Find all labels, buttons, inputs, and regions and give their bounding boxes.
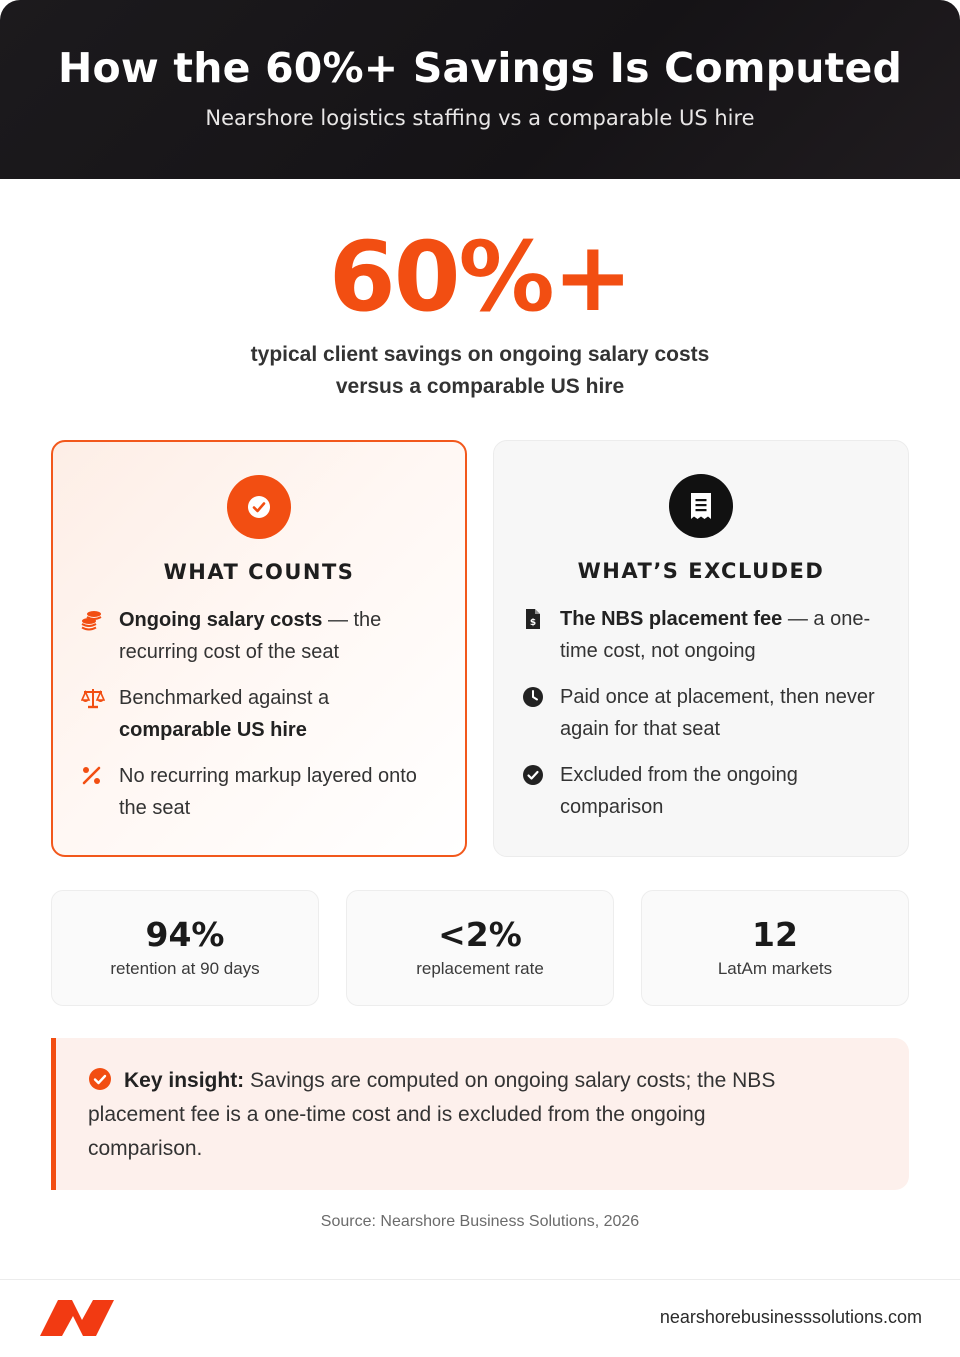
- stat-value: 12: [752, 915, 798, 954]
- stat-label: LatAm markets: [717, 959, 833, 978]
- hero-caption-line1: typical client savings on ongoing salary costs: [250, 343, 710, 366]
- insight-label: Key insight:: [124, 1069, 245, 1092]
- item-text: — the recurring cost of the seat: [119, 609, 382, 663]
- list-item: [81, 682, 441, 746]
- item-bold: Ongoing salary costs: [119, 609, 323, 631]
- hero-caption: [200, 339, 760, 403]
- percent-icon: [81, 765, 103, 787]
- header-banner: [0, 0, 960, 179]
- insight-body: Savings are computed on ongoing salary costs; the NBS placement fee is a one-time cost and is excluded from the ongoing comparison.: [88, 1069, 776, 1160]
- receipt-icon: [669, 474, 733, 538]
- item-text: Benchmarked against a: [119, 687, 330, 709]
- footer-divider: [0, 1279, 960, 1280]
- scale-icon: [81, 687, 103, 709]
- document-icon: [522, 608, 544, 630]
- stat-value: 94%: [145, 915, 225, 954]
- key-insight-callout: [51, 1038, 909, 1190]
- nbs-logo: [38, 1298, 116, 1338]
- what-counts-list: [81, 604, 441, 838]
- stat-value: <2%: [438, 915, 522, 954]
- stat-card-replacement: [346, 890, 614, 1006]
- item-text: Paid once at placement, then never again for that seat: [560, 686, 875, 740]
- hero-savings-value: 60%+: [328, 221, 632, 333]
- website-link[interactable]: nearshorebusinesssolutions.com: [659, 1307, 922, 1327]
- coins-icon: [81, 609, 103, 631]
- stat-label: retention at 90 days: [110, 959, 260, 978]
- whats-excluded-card: [493, 440, 909, 857]
- item-bold: comparable US hire: [119, 719, 307, 741]
- item-text: No recurring markup layered onto the seat: [119, 765, 417, 819]
- what-counts-card: [51, 440, 467, 857]
- stat-label: replacement rate: [416, 959, 544, 978]
- whats-excluded-list: [522, 603, 884, 837]
- list-item: [522, 681, 884, 745]
- list-item: [522, 759, 884, 823]
- item-bold: The NBS placement fee: [560, 608, 783, 630]
- clock-icon: [522, 686, 544, 708]
- stat-card-retention: [51, 890, 319, 1006]
- list-item: [81, 760, 441, 824]
- hero-caption-line2: versus a comparable US hire: [335, 375, 625, 398]
- list-item: [81, 604, 441, 668]
- what-counts-title: WHAT COUNTS: [163, 560, 355, 584]
- svg-text:$: $: [529, 618, 537, 628]
- check-circle-icon: [227, 475, 291, 539]
- stat-card-markets: [641, 890, 909, 1006]
- item-text: Excluded from the ongoing comparison: [560, 764, 798, 818]
- check-circle-icon: [88, 1067, 112, 1091]
- insight-text: [88, 1064, 819, 1166]
- list-item: [522, 603, 884, 667]
- check-circle-icon: [522, 764, 544, 786]
- item-text: — a one-time cost, not ongoing: [560, 608, 871, 662]
- page-title: How the 60%+ Savings Is Computed: [57, 44, 903, 92]
- source-note: Source: Nearshore Business Solutions, 2026: [320, 1213, 640, 1230]
- whats-excluded-title: WHAT’S EXCLUDED: [577, 559, 825, 583]
- page-subtitle: Nearshore logistics staffing vs a comparable US hire: [205, 106, 755, 130]
